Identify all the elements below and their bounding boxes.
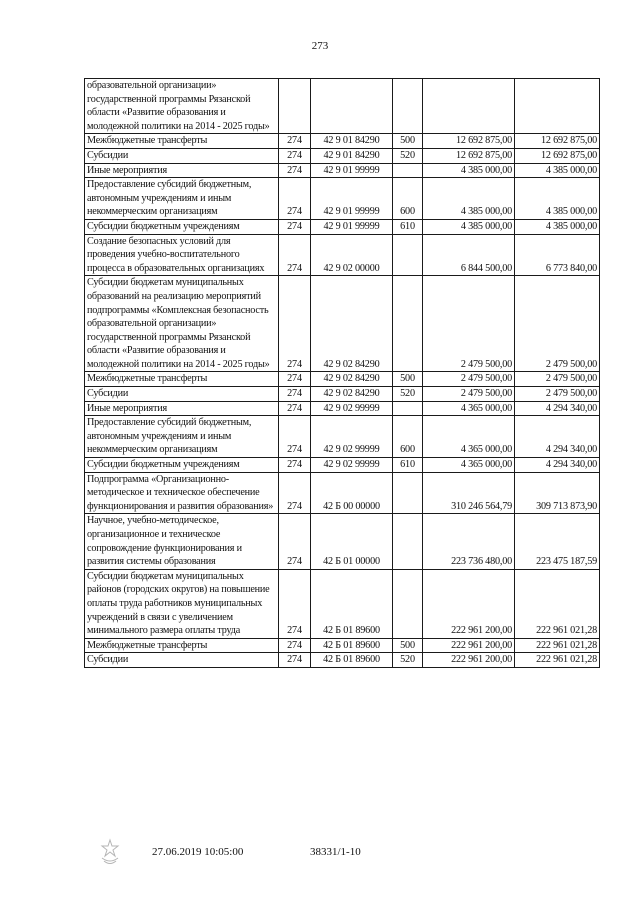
row-target-article: 42 9 02 84290 [311, 372, 393, 387]
row-target-article: 42 9 02 99999 [311, 401, 393, 416]
table-row [85, 134, 600, 149]
row-expense-type [393, 472, 423, 514]
row-code: 274 [279, 372, 311, 387]
row-target-article: 42 Б 00 00000 [311, 472, 393, 514]
row-amount-fact: 2 479 500,00 [515, 387, 600, 402]
row-target-article: 42 9 02 99999 [311, 458, 393, 473]
row-code: 274 [279, 234, 311, 276]
row-name: Иные мероприятия [85, 401, 279, 416]
row-expense-type: 500 [393, 372, 423, 387]
row-name: Предоставление субсидий бюджетным, автономным учреждениям и иным некоммерческим организациям [85, 416, 279, 458]
row-expense-type: 500 [393, 134, 423, 149]
table-row [85, 163, 600, 178]
row-name: Межбюджетные трансферты [85, 134, 279, 149]
row-amount-plan: 4 365 000,00 [423, 416, 515, 458]
row-expense-type: 610 [393, 458, 423, 473]
row-target-article: 42 9 02 99999 [311, 416, 393, 458]
row-target-article: 42 9 01 84290 [311, 134, 393, 149]
row-target-article: 42 Б 01 00000 [311, 514, 393, 569]
row-amount-fact: 4 294 340,00 [515, 401, 600, 416]
footer-doc-number: 38331/1-10 [310, 846, 361, 858]
row-name: Научное, учебно-методическое, организационное и техническое сопровождение функционирования и развития системы образования [85, 514, 279, 569]
row-code: 274 [279, 638, 311, 653]
table-row [85, 472, 600, 514]
row-target-article: 42 Б 01 89600 [311, 569, 393, 638]
table-row [85, 569, 600, 638]
row-code: 274 [279, 134, 311, 149]
row-name: Создание безопасных условий для проведения учебно-воспитательного процесса в образовательных организациях [85, 234, 279, 276]
row-expense-type: 520 [393, 387, 423, 402]
row-target-article: 42 9 02 84290 [311, 387, 393, 402]
row-amount-plan: 12 692 875,00 [423, 134, 515, 149]
table-row [85, 148, 600, 163]
table-row [85, 401, 600, 416]
row-code: 274 [279, 401, 311, 416]
row-amount-fact [515, 79, 600, 134]
row-target-article: 42 9 01 99999 [311, 178, 393, 220]
table-row [85, 514, 600, 569]
row-code: 274 [279, 416, 311, 458]
row-name: Межбюджетные трансферты [85, 372, 279, 387]
table-row [85, 234, 600, 276]
row-amount-plan: 222 961 200,00 [423, 653, 515, 668]
row-code: 274 [279, 472, 311, 514]
row-name: образовательной организации» государственной программы Рязанской области «Развитие образования и молодежной политики на 2014 - 2025 годы» [85, 79, 279, 134]
budget-table-body [85, 79, 600, 668]
row-amount-fact: 12 692 875,00 [515, 148, 600, 163]
row-expense-type [393, 79, 423, 134]
row-name: Субсидии бюджетным учреждениям [85, 219, 279, 234]
row-target-article: 42 9 01 84290 [311, 148, 393, 163]
row-target-article: 42 Б 01 89600 [311, 653, 393, 668]
row-target-article: 42 9 02 00000 [311, 234, 393, 276]
row-name: Субсидии [85, 653, 279, 668]
row-name: Субсидии бюджетам муниципальных районов (городских округов) на повышение оплаты труда работников муниципальных учреждений в связи с увеличением минимального размера оплаты труда [85, 569, 279, 638]
row-amount-fact: 222 961 021,28 [515, 653, 600, 668]
row-target-article: 42 Б 01 89600 [311, 638, 393, 653]
row-code: 274 [279, 514, 311, 569]
row-expense-type [393, 569, 423, 638]
row-target-article [311, 79, 393, 134]
row-name: Субсидии бюджетным учреждениям [85, 458, 279, 473]
row-expense-type [393, 514, 423, 569]
row-amount-fact: 2 479 500,00 [515, 276, 600, 372]
row-expense-type [393, 234, 423, 276]
row-name: Субсидии [85, 387, 279, 402]
row-expense-type: 610 [393, 219, 423, 234]
row-amount-plan: 6 844 500,00 [423, 234, 515, 276]
row-amount-fact: 4 385 000,00 [515, 178, 600, 220]
row-code [279, 79, 311, 134]
row-expense-type [393, 276, 423, 372]
page-number: 273 [311, 40, 329, 52]
row-amount-fact: 4 294 340,00 [515, 458, 600, 473]
seal-icon [98, 838, 122, 866]
row-target-article: 42 9 01 99999 [311, 163, 393, 178]
row-target-article: 42 9 02 84290 [311, 276, 393, 372]
table-row [85, 416, 600, 458]
table-row [85, 372, 600, 387]
row-amount-plan: 2 479 500,00 [423, 372, 515, 387]
row-target-article: 42 9 01 99999 [311, 219, 393, 234]
footer-datetime: 27.06.2019 10:05:00 [152, 846, 244, 858]
row-amount-fact: 223 475 187,59 [515, 514, 600, 569]
row-amount-plan: 310 246 564,79 [423, 472, 515, 514]
table-row [85, 219, 600, 234]
row-amount-plan: 4 385 000,00 [423, 163, 515, 178]
row-amount-fact: 6 773 840,00 [515, 234, 600, 276]
row-expense-type: 600 [393, 416, 423, 458]
row-code: 274 [279, 219, 311, 234]
row-amount-plan: 4 365 000,00 [423, 458, 515, 473]
row-expense-type: 520 [393, 148, 423, 163]
row-expense-type [393, 163, 423, 178]
row-code: 274 [279, 163, 311, 178]
row-name: Предоставление субсидий бюджетным, автономным учреждениям и иным некоммерческим организациям [85, 178, 279, 220]
row-amount-plan: 4 385 000,00 [423, 219, 515, 234]
row-amount-fact: 4 294 340,00 [515, 416, 600, 458]
row-code: 274 [279, 569, 311, 638]
table-row [85, 387, 600, 402]
row-amount-fact: 309 713 873,90 [515, 472, 600, 514]
row-amount-fact: 12 692 875,00 [515, 134, 600, 149]
row-expense-type [393, 401, 423, 416]
row-amount-fact: 222 961 021,28 [515, 569, 600, 638]
row-amount-plan: 222 961 200,00 [423, 569, 515, 638]
row-code: 274 [279, 148, 311, 163]
row-amount-plan: 222 961 200,00 [423, 638, 515, 653]
row-amount-fact: 4 385 000,00 [515, 163, 600, 178]
row-amount-plan: 223 736 480,00 [423, 514, 515, 569]
table-row [85, 638, 600, 653]
table-row [85, 653, 600, 668]
row-name: Субсидии бюджетам муниципальных образований на реализацию мероприятий подпрограммы «Комплексная безопасность образовательной организации» государственной программы Рязанской области «Развитие образования и молодежной политики на 2014 - 2025 годы» [85, 276, 279, 372]
row-amount-fact: 2 479 500,00 [515, 372, 600, 387]
row-amount-fact: 4 385 000,00 [515, 219, 600, 234]
row-expense-type: 500 [393, 638, 423, 653]
row-amount-plan [423, 79, 515, 134]
row-name: Межбюджетные трансферты [85, 638, 279, 653]
row-name: Иные мероприятия [85, 163, 279, 178]
row-amount-plan: 2 479 500,00 [423, 387, 515, 402]
row-amount-plan: 2 479 500,00 [423, 276, 515, 372]
row-name: Подпрограмма «Организационно-методическое и техническое обеспечение функционирования и развития образования» [85, 472, 279, 514]
table-row [85, 458, 600, 473]
row-expense-type: 600 [393, 178, 423, 220]
row-name: Субсидии [85, 148, 279, 163]
table-row [85, 276, 600, 372]
row-amount-fact: 222 961 021,28 [515, 638, 600, 653]
row-amount-plan: 4 385 000,00 [423, 178, 515, 220]
row-code: 274 [279, 387, 311, 402]
row-code: 274 [279, 276, 311, 372]
row-code: 274 [279, 653, 311, 668]
row-amount-plan: 12 692 875,00 [423, 148, 515, 163]
row-expense-type: 520 [393, 653, 423, 668]
table-row [85, 79, 600, 134]
budget-table [84, 78, 600, 668]
table-row [85, 178, 600, 220]
row-code: 274 [279, 458, 311, 473]
row-amount-plan: 4 365 000,00 [423, 401, 515, 416]
row-code: 274 [279, 178, 311, 220]
